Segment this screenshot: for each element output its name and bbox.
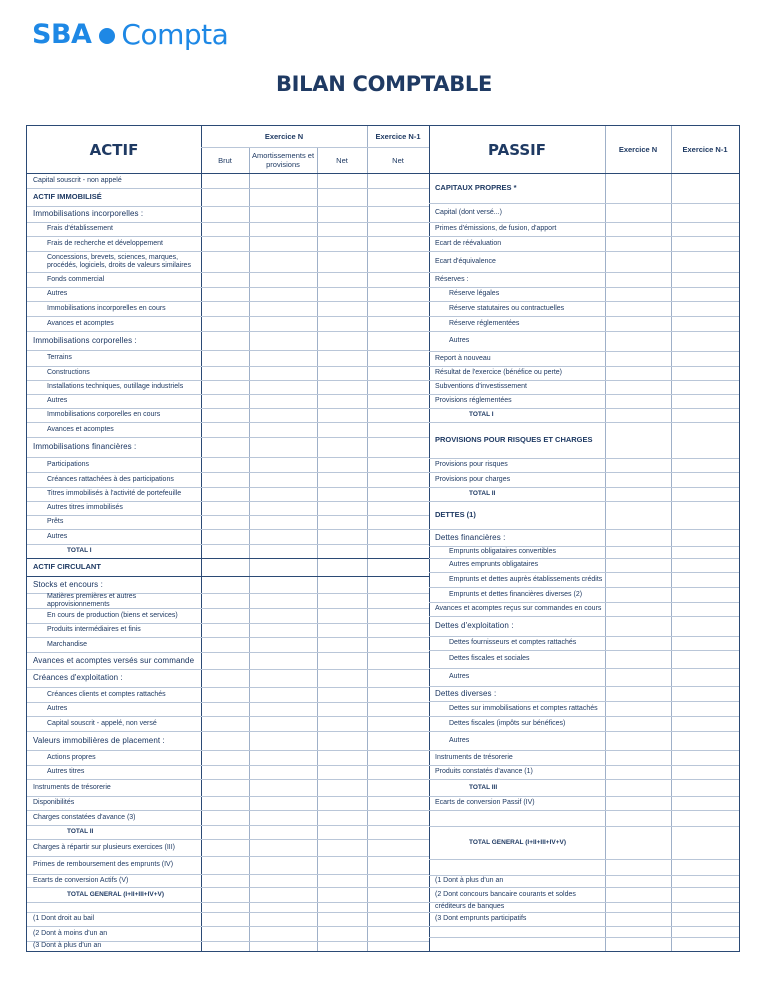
- actif-row-label: Autres titres immobilisés: [47, 504, 123, 511]
- brand-name-light: Compta: [121, 17, 229, 51]
- passif-row-label: Capital (dont versé...): [435, 208, 502, 216]
- actif-row-label: Participations: [47, 460, 90, 468]
- brand-dot-icon: [99, 28, 115, 44]
- passif-row-label: TOTAL III: [469, 783, 498, 791]
- actif-row-label: Autres: [47, 532, 68, 540]
- actif-row-label: (1 Dont droit au bail: [33, 915, 95, 922]
- actif-row-label: En cours de production (biens et services): [47, 611, 178, 619]
- passif-row-label: (1 Dont à plus d'un an: [435, 877, 504, 884]
- brut-header: Brut: [218, 155, 232, 165]
- actif-row-label: Frais de recherche et développement: [47, 239, 163, 247]
- passif-row-label: Provisions pour charges: [435, 475, 511, 483]
- actif-row-label: Autres: [47, 290, 68, 297]
- passif-row-label: Ecarts de conversion Passif (IV): [435, 799, 535, 806]
- passif-row-label: TOTAL GENERAL (I+II+III+IV+V): [469, 838, 567, 846]
- exercice-n-header-passif: Exercice N: [618, 145, 658, 154]
- actif-row-label: ACTIF IMMOBILISÉ: [33, 192, 102, 201]
- actif-row-label: ACTIF CIRCULANT: [33, 562, 101, 571]
- column-divider: [671, 126, 672, 951]
- passif-row-label: créditeurs de banques: [435, 903, 505, 910]
- column-divider: [201, 126, 202, 951]
- actif-row-label: Capital souscrit - non appelé: [33, 176, 122, 184]
- actif-row-label: Installations techniques, outillage industriels: [47, 383, 184, 390]
- actif-row-label: Autres: [47, 705, 68, 712]
- column-divider: [249, 147, 250, 951]
- column-divider: [367, 126, 368, 147]
- actif-row-label: Immobilisations corporelles :: [33, 335, 137, 345]
- actif-row-label: Avances et acomptes: [47, 425, 114, 433]
- passif-row-label: Dettes fournisseurs et comptes rattachés: [449, 639, 577, 646]
- actif-row-label: Concessions, brevets, sciences, marques, procédés, logiciels, droits de valeurs similaires: [47, 253, 191, 269]
- passif-row-label: TOTAL II: [469, 490, 496, 497]
- net-header: Net: [336, 155, 348, 165]
- passif-row-label: Dettes sur immobilisations et comptes rattachés: [449, 704, 598, 712]
- actif-row-label: Marchandise: [47, 640, 88, 648]
- passif-row-label: Autres: [449, 673, 470, 680]
- actif-row-label: Constructions: [47, 369, 90, 376]
- brand-name-bold: SBA: [32, 18, 92, 50]
- actif-row-label: (3 Dont à plus d'un an: [33, 942, 102, 949]
- actif-row-label: Actions propres: [47, 753, 96, 761]
- passif-row-label: Ecart d'équivalence: [435, 257, 496, 265]
- actif-row-label: Immobilisations financières :: [33, 442, 137, 451]
- brand-logo: [32, 14, 228, 54]
- passif-row-label: Subventions d'investissement: [435, 383, 527, 390]
- actif-row-label: Ecarts de conversion Actifs (V): [33, 876, 129, 884]
- passif-row-label: Emprunts et dettes financières diverses (2): [449, 590, 583, 598]
- exercice-n-header-actif: Exercice N: [264, 132, 304, 141]
- passif-row-label: Avances et acomptes reçus sur commandes en cours: [435, 605, 602, 612]
- passif-row-label: Emprunts obligataires convertibles: [449, 548, 556, 555]
- passif-row-label: Réserve statutaires ou contractuelles: [449, 304, 565, 312]
- passif-row-label: Réserve réglementées: [449, 319, 520, 327]
- passif-row-line: [429, 937, 739, 938]
- page-title: BILAN COMPTABLE: [275, 72, 493, 96]
- actif-row-label: Immobilisations corporelles en cours: [47, 411, 161, 418]
- actif-row-label: Fonds commercial: [47, 275, 105, 283]
- passif-row-label: Produits constatés d'avance (1): [435, 768, 533, 775]
- passif-row-label: PROVISIONS POUR RISQUES ET CHARGES: [435, 435, 593, 444]
- actif-row-label: Instruments de trésorerie: [33, 783, 111, 791]
- actif-row-label: (2 Dont à moins d'un an: [33, 929, 108, 937]
- passif-row-label: Résultat de l'exercice (bénéfice ou perte): [435, 369, 563, 376]
- passif-row-label: Emprunts et dettes auprès établissements crédits: [449, 575, 603, 583]
- passif-row-label: Autres emprunts obligataires: [449, 561, 539, 568]
- passif-row-label: Dettes financières :: [435, 532, 506, 542]
- passif-row-label: Ecart de réévaluation: [435, 239, 502, 247]
- actif-row-label: Avances et acomptes versés sur commande: [33, 655, 195, 665]
- passif-row-label: Provisions réglementées: [435, 397, 512, 404]
- actif-header: ACTIF: [89, 140, 139, 159]
- actif-row-label: Créances d'exploitation :: [33, 673, 123, 682]
- actif-row-label: Immobilisations incorporelles en cours: [47, 304, 166, 312]
- actif-row-label: Autres: [47, 397, 68, 404]
- actif-row-label: Terrains: [47, 354, 72, 361]
- passif-row-label: Dettes fiscales et sociales: [449, 655, 530, 662]
- passif-row-label: Dettes diverses :: [435, 688, 497, 698]
- actif-row-label: TOTAL GENERAL (I+II+III+IV+V): [67, 890, 165, 898]
- passif-row-label: Report à nouveau: [435, 354, 491, 362]
- passif-row-label: CAPITAUX PROPRES *: [435, 183, 517, 192]
- actif-row-label: Capital souscrit - appelé, non versé: [47, 719, 157, 727]
- passif-row-label: Autres: [449, 736, 470, 744]
- balance-sheet-table: [26, 125, 740, 952]
- passif-row-label: (3 Dont emprunts participatifs: [435, 915, 527, 922]
- header-subline: [201, 147, 429, 148]
- actif-row-label: [27, 902, 197, 912]
- column-divider: [317, 147, 318, 951]
- exercice-n1-header-passif: Exercice N-1: [682, 145, 728, 154]
- passif-row-label: [429, 810, 601, 826]
- passif-row-label: DETTES (1): [435, 510, 476, 519]
- passif-row-label: Instruments de trésorerie: [435, 753, 513, 761]
- actif-row-label: Avances et acomptes: [47, 319, 114, 327]
- actif-row-label: Autres titres: [47, 768, 85, 775]
- passif-row-label: Dettes fiscales (impôts sur bénéfices): [449, 719, 566, 727]
- passif-row-label: Provisions pour risques: [435, 461, 508, 468]
- passif-header: PASSIF: [488, 140, 546, 159]
- passif-row-label: [429, 926, 601, 937]
- passif-row-label: Réserve légales: [449, 290, 500, 297]
- actif-row-label: Titres immobilisés à l'activité de portefeuille: [47, 490, 182, 497]
- actif-row-label: Immobilisations incorporelles :: [33, 209, 144, 218]
- actif-row-label: TOTAL II: [67, 828, 94, 835]
- exercice-n1-header-actif: Exercice N-1: [375, 132, 421, 141]
- actif-row-label: Charges constatées d'avance (3): [33, 813, 136, 821]
- passif-row-label: [429, 859, 601, 875]
- actif-row-label: Valeurs immobilières de placement :: [33, 735, 165, 745]
- passif-row-label: (2 Dont concours bancaire courants et soldes: [435, 890, 576, 898]
- column-divider: [605, 126, 606, 951]
- actif-row-label: Matières premières et autres approvisionnements: [47, 592, 137, 608]
- passif-row-label: Dettes d'exploitation :: [435, 621, 514, 630]
- actif-row-label: Créances clients et comptes rattachés: [47, 690, 166, 698]
- amortissements-header: Amortissements et provisions: [251, 151, 315, 169]
- column-divider: [367, 173, 368, 951]
- actif-row-label: Primes de remboursement des emprunts (IV): [33, 861, 174, 868]
- actif-row-label: Frais d'établissement: [47, 225, 113, 232]
- actif-row-label: Stocks et encours :: [33, 579, 103, 589]
- passif-row-label: Primes d'émissions, de fusion, d'apport: [435, 225, 557, 232]
- actif-row-label: Prêts: [47, 518, 64, 525]
- passif-row-label: TOTAL I: [469, 411, 494, 418]
- passif-row-label: Réserves :: [435, 275, 469, 283]
- passif-row-label: Autres: [449, 337, 470, 344]
- actif-row-label: Charges à répartir sur plusieurs exercices (III): [33, 843, 175, 851]
- actif-row-label: Produits intermédiaires et finis: [47, 626, 141, 633]
- actif-row-label: Créances rattachées à des participations: [47, 475, 174, 483]
- net-n1-header: Net: [392, 155, 404, 165]
- actif-row-label: TOTAL I: [67, 547, 92, 554]
- actif-row-label: Disponibilités: [33, 799, 75, 806]
